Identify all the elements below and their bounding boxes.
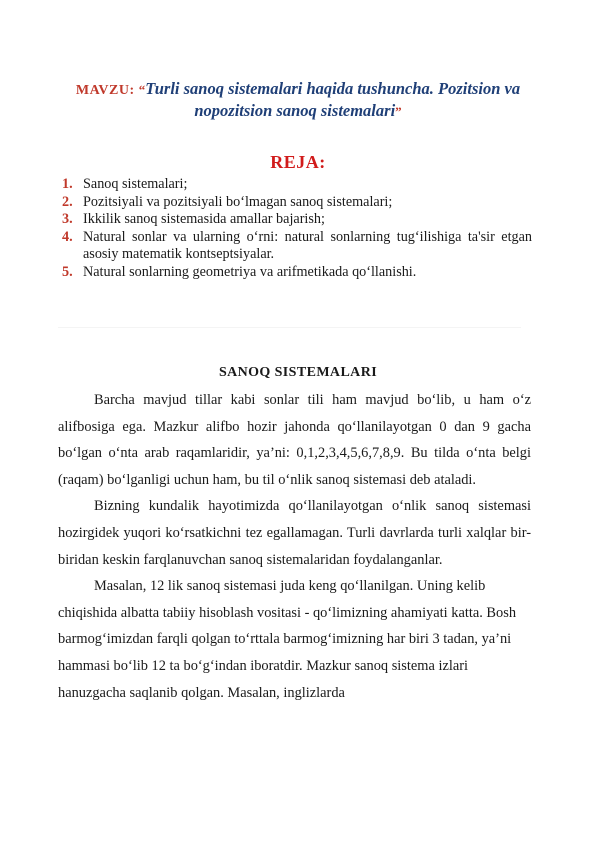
paragraph: Masalan, 12 lik sanoq sistemasi juda keng qo‘llanilgan. Uning kelib chiqishida albatta tabiiy hisoblash vositasi - qo‘limizning ahamiyati katta. Bosh barmog‘imizdan farqli qolgan to‘rttala barmog‘imizning har biri 3 tadan, ya’ni hammasi bo‘lib 12 ta bo‘g‘indan iboratdir. Mazkur sanoq sistema izlari hanuzgacha saqlanib qolgan. Masalan, inglizlarda <box>58 578 517 701</box>
topic-title <box>58 79 538 122</box>
paragraph: Bizning kundalik hayotimizda qo‘llanilayotgan o‘nlik sanoq sistemasi hozirgidek yuqori ko‘rsatkichni tez egallamagan. Turli davrlarda turli xalqlar bir-biridan keskin farqlanuvchan sanoq sistemalaridan foydalanganlar. <box>58 498 531 568</box>
plan-item-text: Natural sonlar va ularning o‘rni: natural sonlarning tug‘ilishiga ta'sir etgan asosiy matematik kontseptsiyalar. <box>83 228 532 262</box>
plan-list <box>62 176 532 281</box>
plan-item-text: Ikkilik sanoq sistemasida amallar bajarish; <box>83 211 325 227</box>
plan-item <box>62 229 532 264</box>
section-title: SANOQ SISTEMALARI <box>218 365 378 380</box>
open-quote: “ <box>138 82 146 97</box>
section-body <box>58 387 531 706</box>
plan-item <box>62 176 532 194</box>
topic-text: Turli sanoq sistemalari haqida tushuncha. Pozitsion va nopozitsion sanoq sistemalari <box>145 79 521 120</box>
divider <box>58 327 521 328</box>
plan-item-number: 4. <box>62 228 73 245</box>
topic-label: MAVZU: <box>75 83 135 98</box>
plan-item <box>62 211 532 229</box>
plan-item-text: Sanoq sistemalari; <box>83 176 188 192</box>
plan-item <box>62 194 532 212</box>
plan-heading: REJA: <box>270 152 326 172</box>
plan-item-text: Pozitsiyali va pozitsiyali bo‘lmagan sanoq sistemalari; <box>83 193 393 210</box>
plan-item-number: 3. <box>62 211 73 227</box>
close-quote: ” <box>395 104 402 119</box>
plan-item-number: 1. <box>62 176 73 192</box>
plan-item-number: 2. <box>62 193 73 210</box>
plan-item-text: Natural sonlarning geometriya va arifmetikada qo‘llanishi. <box>83 263 417 280</box>
plan-item <box>62 264 532 282</box>
paragraph: Barcha mavjud tillar kabi sonlar tili ham mavjud bo‘lib, u ham o‘z alifbosiga ega. Mazkur alifbo hozir jahonda qo‘llanilayotgan 0 dan 9 gacha bo‘lgan o‘nta arab raqamlaridir, ya’ni: 0,1,2,3,4,5,6,7,8,9. Bu tilda o‘nta belgi (raqam) bo‘lganligi uchun ham, bu til o‘nlik sanoq sistemasi deb ataladi. <box>58 392 531 488</box>
plan-item-number: 5. <box>62 263 73 280</box>
